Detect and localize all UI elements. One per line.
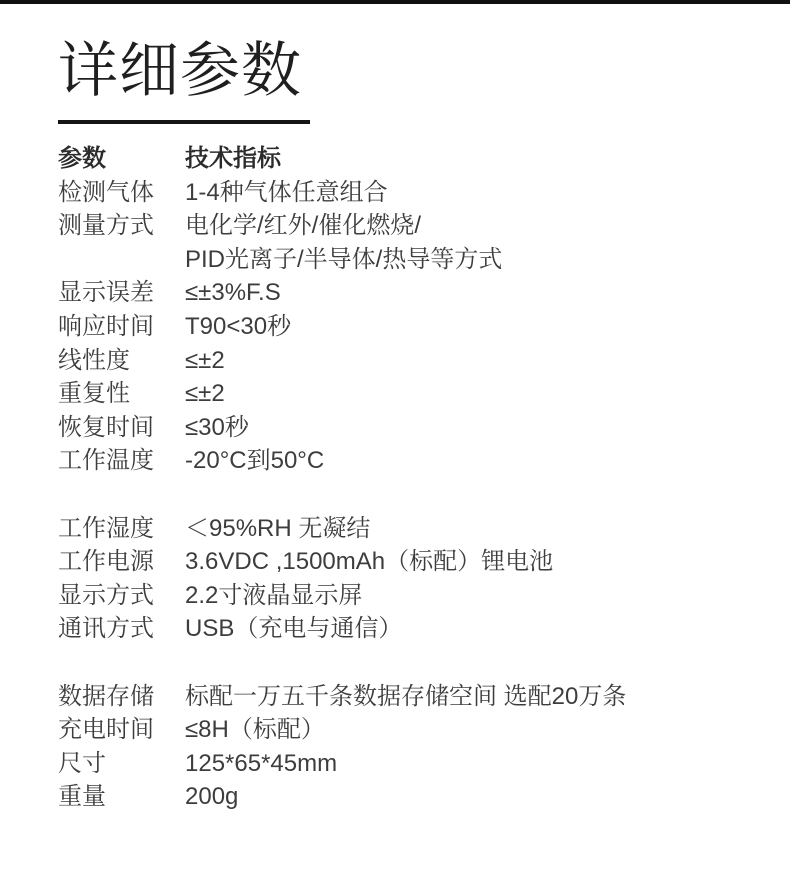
spec-row-operating-humidity xyxy=(58,512,790,546)
spec-label: 测量方式 xyxy=(58,212,154,240)
spec-label: 数据存储 xyxy=(58,682,154,710)
column-header-param: 参数 xyxy=(58,145,106,172)
spec-label: 尺寸 xyxy=(58,749,106,777)
spec-value: T90<30秒 xyxy=(185,312,292,340)
spec-row-response-time xyxy=(58,310,790,344)
spec-label: 通讯方式 xyxy=(58,615,154,643)
spec-label xyxy=(58,243,185,277)
spec-label: 工作湿度 xyxy=(58,514,154,542)
spec-label: 线性度 xyxy=(58,346,130,374)
spec-label: 显示误差 xyxy=(58,279,154,307)
title-underline xyxy=(58,120,310,124)
spec-label: 恢复时间 xyxy=(58,413,154,441)
spec-value: 125*65*45mm xyxy=(185,749,338,777)
spec-row-recovery-time xyxy=(58,411,790,445)
spec-label: 充电时间 xyxy=(58,716,154,744)
spec-value: ＜95%RH 无凝结 xyxy=(185,514,371,542)
spec-value: 1-4种气体任意组合 xyxy=(185,178,388,206)
page-title: 详细参数 xyxy=(58,37,302,104)
spec-row-display-error xyxy=(58,276,790,310)
section-spacer xyxy=(58,478,790,512)
spec-label: 检测气体 xyxy=(58,178,154,206)
spec-label: 工作温度 xyxy=(58,447,154,475)
spec-row-weight xyxy=(58,780,790,814)
spec-value: 3.6VDC ,1500mAh（标配）锂电池 xyxy=(185,548,554,576)
spec-value: 200g xyxy=(185,783,239,811)
spec-value: 标配一万五千条数据存储空间 选配20万条 xyxy=(185,682,627,710)
spec-value: USB（充电与通信） xyxy=(185,615,403,643)
spec-row-data-storage xyxy=(58,680,790,714)
column-header-spec: 技术指标 xyxy=(185,145,281,172)
spec-row-measurement-method xyxy=(58,209,790,243)
spec-value: -20°C到50°C xyxy=(185,447,325,475)
spec-value: ≤8H（标配） xyxy=(185,716,325,744)
spec-table xyxy=(58,142,790,814)
spec-label: 重复性 xyxy=(58,380,130,408)
spec-value: PID光离子/半导体/热导等方式 xyxy=(185,245,503,273)
spec-value: 电化学/红外/催化燃烧/ xyxy=(185,212,422,240)
spec-label: 工作电源 xyxy=(58,548,154,576)
spec-value: ≤30秒 xyxy=(185,413,249,441)
spec-value: ≤±2 xyxy=(185,346,225,374)
spec-label: 显示方式 xyxy=(58,581,154,609)
spec-value: ≤±2 xyxy=(185,380,225,408)
spec-value: ≤±3%F.S xyxy=(185,279,281,307)
spec-row-power-supply xyxy=(58,545,790,579)
spec-row-charging-time xyxy=(58,713,790,747)
section-spacer xyxy=(58,646,790,680)
spec-row-operating-temperature xyxy=(58,444,790,478)
spec-value: 2.2寸液晶显示屏 xyxy=(185,581,363,609)
spec-label: 响应时间 xyxy=(58,312,154,340)
spec-row-communication xyxy=(58,612,790,646)
spec-row-linearity xyxy=(58,344,790,378)
top-image-edge xyxy=(0,0,790,4)
spec-row-dimensions xyxy=(58,747,790,781)
spec-row-measurement-method-cont xyxy=(58,243,790,277)
spec-table-header-row xyxy=(58,142,790,176)
spec-row-detected-gases xyxy=(58,176,790,210)
spec-label: 重量 xyxy=(58,783,106,811)
spec-row-repeatability xyxy=(58,377,790,411)
spec-row-display-type xyxy=(58,579,790,613)
